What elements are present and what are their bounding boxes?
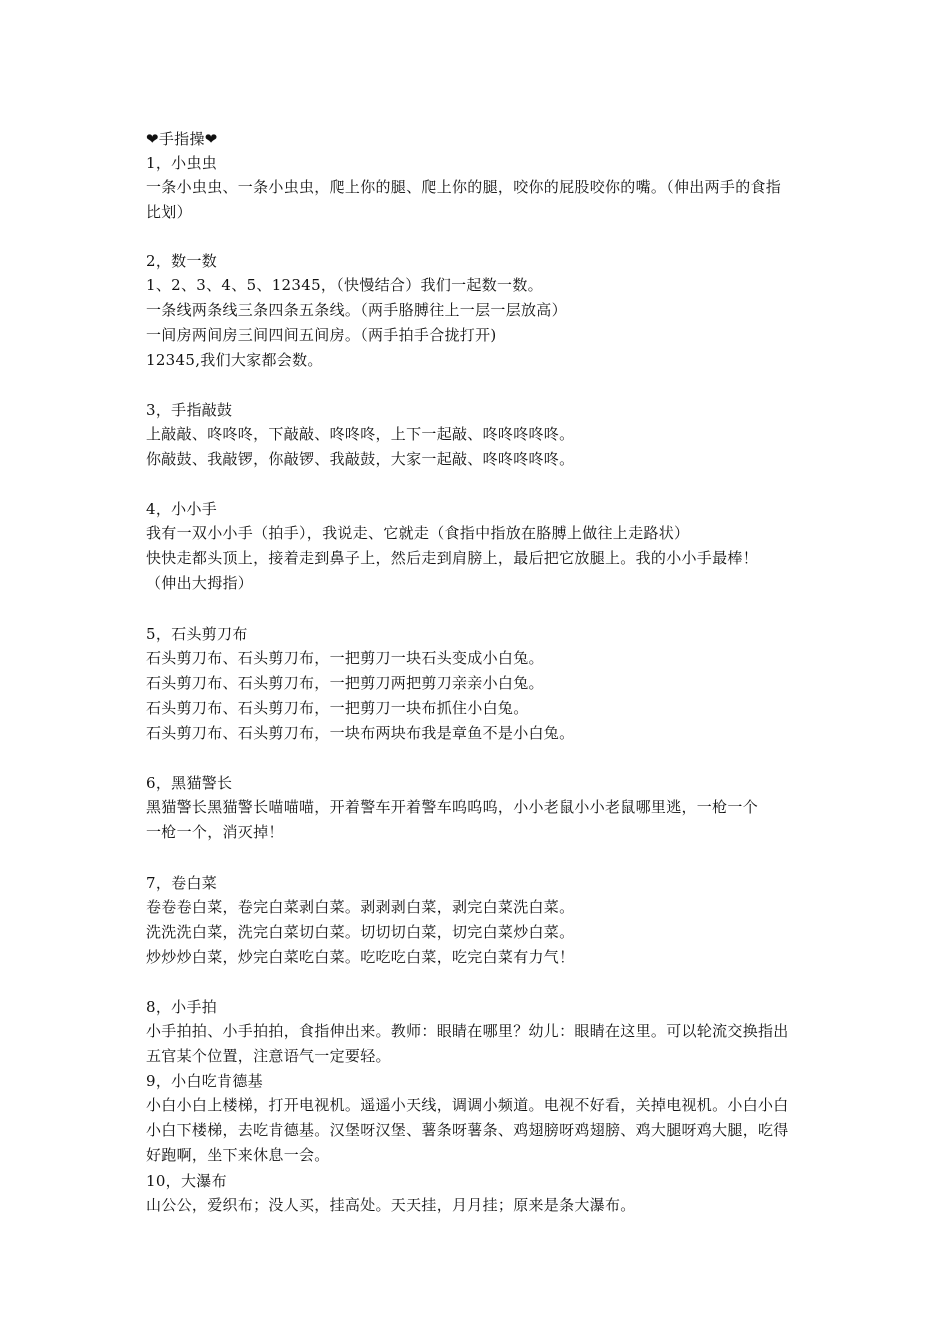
section-line: 洗洗洗白菜，洗完白菜切白菜。切切切白菜，切完白菜炒白菜。 (146, 923, 575, 941)
section-10 (146, 1169, 816, 1218)
section-line: 炒炒炒白菜，炒完白菜吃白菜。吃吃吃白菜，吃完白菜有力气！ (146, 948, 575, 966)
section-line: 石头剪刀布、石头剪刀布，一把剪刀一块石头变成小白兔。 (146, 649, 544, 667)
section-4 (146, 497, 816, 596)
section-line: 石头剪刀布、石头剪刀布，一把剪刀一块布抓住小白兔。 (146, 699, 529, 717)
section-line: 卷卷卷白菜，卷完白菜剥白菜。剥剥剥白菜，剥完白菜洗白菜。 (146, 898, 575, 916)
section-line: 石头剪刀布、石头剪刀布，一把剪刀两把剪刀亲亲小白兔。 (146, 674, 544, 692)
section-heading: 9，小白吃肯德基 (146, 1072, 263, 1090)
section-1 (146, 151, 816, 225)
section-6 (146, 771, 816, 845)
section-line: （伸出大拇指） (146, 574, 254, 592)
section-heading: 1，小虫虫 (146, 154, 218, 172)
section-3 (146, 398, 816, 472)
section-line: 一条线两条线三条四条五条线。（两手胳膊往上一层一层放高） (146, 301, 567, 319)
section-line: 12345,我们大家都会数。 (146, 351, 323, 369)
section-7 (146, 871, 816, 970)
section-line: 一枪一个，消灭掉！ (146, 823, 284, 841)
section-heading: 10，大瀑布 (146, 1172, 227, 1190)
section-heading: 6，黑猫警长 (146, 774, 233, 792)
section-line: 快快走都头顶上，接着走到鼻子上，然后走到肩膀上，最后把它放腿上。我的小小手最棒！ (146, 549, 759, 567)
section-2 (146, 249, 816, 373)
section-line: 一间房两间房三间四间五间房。（两手拍手合拢打开) (146, 326, 497, 344)
section-line: 上敲敲、咚咚咚，下敲敲、咚咚咚，上下一起敲、咚咚咚咚咚。 (146, 425, 575, 443)
section-line: 一条小虫虫、一条小虫虫，爬上你的腿、爬上你的腿，咬你的屁股咬你的嘴。（伸出两手的食指 (146, 178, 782, 196)
section-heading: 7，卷白菜 (146, 874, 218, 892)
section-line: 1、2、3、4、5、12345，（快慢结合）我们一起数一数。 (146, 276, 543, 294)
section-line: 好跑啊，坐下来休息一会。 (146, 1146, 330, 1164)
section-5 (146, 622, 816, 746)
section-line: 小手拍拍、小手拍拍，食指伸出来。教师：眼睛在哪里？幼儿：眼睛在这里。可以轮流交换指出 (146, 1022, 789, 1040)
section-heading: 2，数一数 (146, 252, 218, 270)
section-line: 石头剪刀布、石头剪刀布，一块布两块布我是章鱼不是小白兔。 (146, 724, 575, 742)
section-line: 你敲鼓、我敲锣，你敲锣、我敲鼓，大家一起敲、咚咚咚咚咚。 (146, 450, 575, 468)
section-line: 比划） (146, 203, 192, 221)
section-heading: 3，手指敲鼓 (146, 401, 233, 419)
section-heading: 5，石头剪刀布 (146, 625, 248, 643)
section-heading: 4，小小手 (146, 500, 218, 518)
section-line: 黑猫警长黑猫警长喵喵喵，开着警车开着警车呜呜呜，小小老鼠小小老鼠哪里逃，一枪一个 (146, 798, 759, 816)
section-heading: 8，小手拍 (146, 998, 218, 1016)
section-line: 山公公，爱织布；没人买，挂高处。天天挂，月月挂；原来是条大瀑布。 (146, 1196, 636, 1214)
section-line: 我有一双小小手（拍手），我说走、它就走（食指中指放在胳膊上做往上走路状） (146, 524, 690, 542)
section-8 (146, 995, 816, 1069)
section-line: 小白小白上楼梯，打开电视机。遥遥小天线，调调小频道。电视不好看，关掉电视机。小白小白 (146, 1096, 789, 1114)
section-line: 小白下楼梯，去吃肯德基。汉堡呀汉堡、薯条呀薯条、鸡翅膀呀鸡翅膀、鸡大腿呀鸡大腿，吃得 (146, 1121, 789, 1139)
section-line: 五官某个位置，注意语气一定要轻。 (146, 1047, 391, 1065)
section-9 (146, 1069, 816, 1168)
document-title: ❤手指操❤ (146, 130, 218, 148)
